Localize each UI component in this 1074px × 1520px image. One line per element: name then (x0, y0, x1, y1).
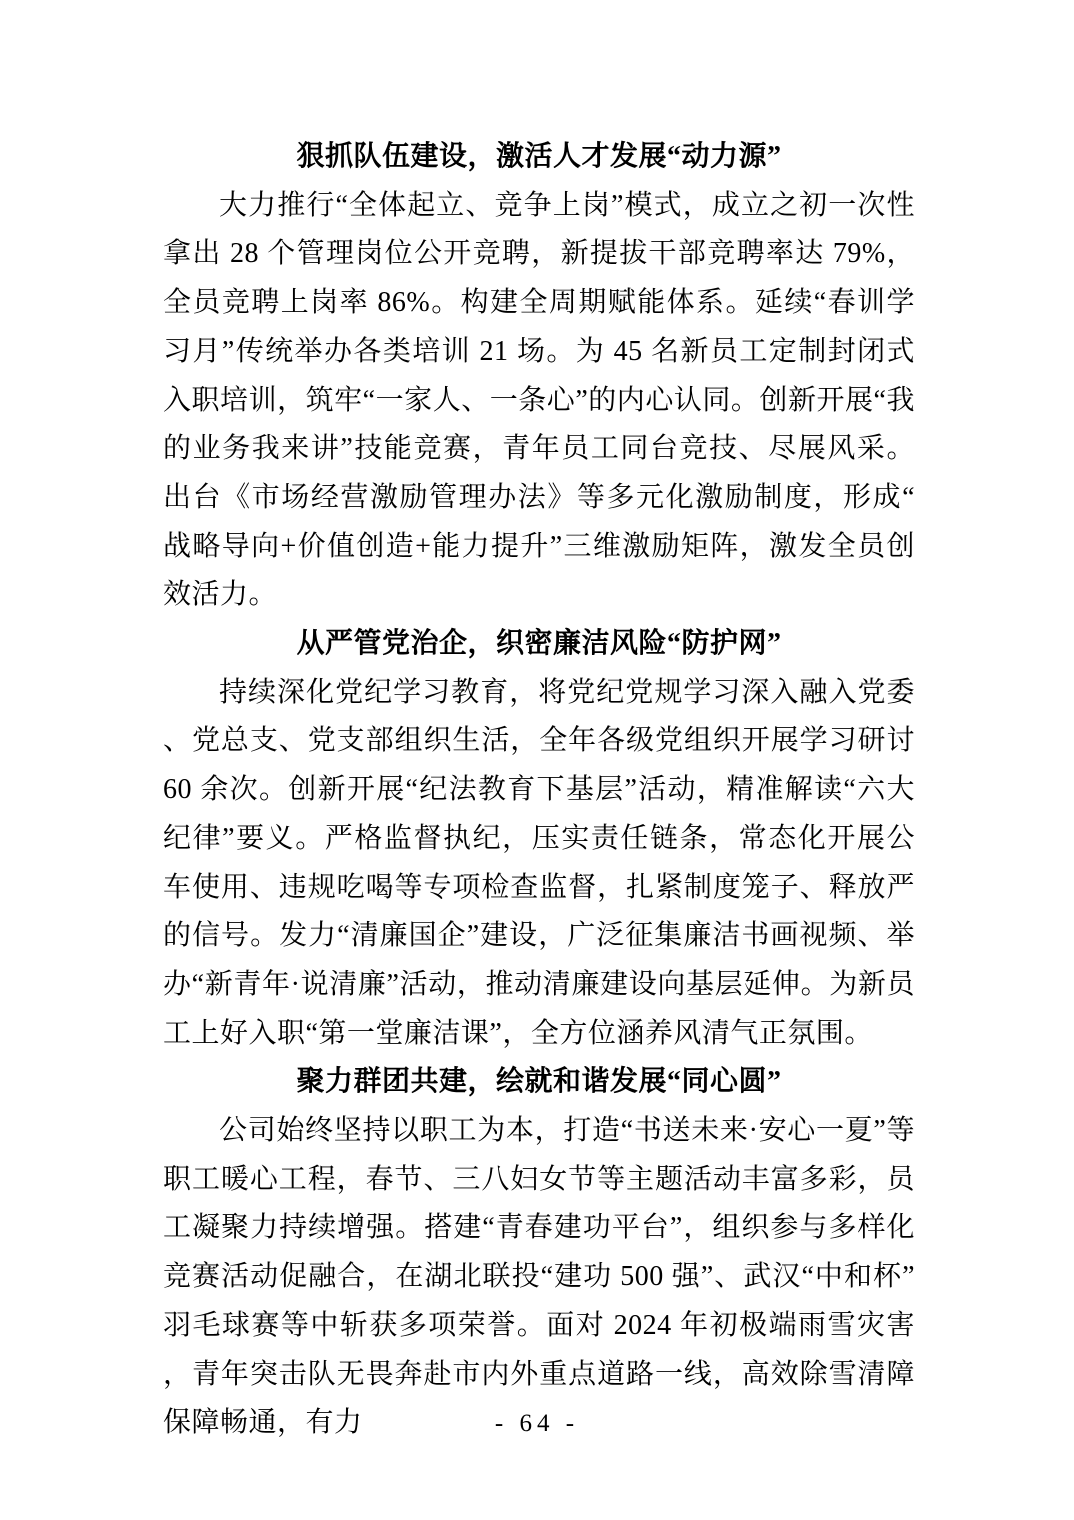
section-heading-team-building: 狠抓队伍建设，激活人才发展“动力源” (296, 141, 782, 172)
section-heading-mass-organizations: 聚力群团共建，绘就和谐发展“同心圆” (296, 1066, 782, 1098)
section-body-party-discipline: 持续深化党纪学习教育，将党纪党规学习深入融入党委、党总支、党支部组织生活，全年各级党组织开展学习研讨 60 余次。创新开展“纪法教育下基层”活动，精准解读“六大纪律”要义。严格监督执纪，压实责任链条，常态化开展公车使用、违规吃喝等专项检查监督，扎紧制度笼子、释放严的信号。发力“清廉国企”建设，广泛征集廉洁书画视频、举办“新青年·说清廉”活动，推动清廉建设向基层延伸。为新员工上好入职“第一堂廉洁课”，全方位涵养风清气正氛围。 (163, 676, 915, 1049)
page-number: - 64 - (494, 1410, 580, 1437)
section-body-team-building: 大力推行“全体起立、竞争上岗”模式，成立之初一次性拿出 28 个管理岗位公开竞聘，新提拔干部竞聘率达 79%，全员竞聘上岗率 86%。构建全周期赋能体系。延续“春训学习月”传统举办各类培训 21 场。为 45 名新员工定制封闭式入职培训，筑牢“一家人、一条心”的内心认同。创新开展“我的业务我来讲”技能竞赛，青年员工同台竞技、尽展风采。出台《市场经营激励管理办法》等多元化激励制度，形成“战略导向+价值创造+能力提升”三维激励矩阵，激发全员创效活力。 (163, 189, 915, 611)
section-body-mass-organizations: 公司始终坚持以职工为本，打造“书送未来·安心一夏”等职工暖心工程，春节、三八妇女节等主题活动丰富多彩，员工凝聚力持续增强。搭建“青春建功平台”，组织参与多样化竞赛活动促融合，在湖北联投“建功 500 强”、武汉“中和杯”羽毛球赛等中斩获多项荣誉。面对 2024 年初极端雨雪灾害，青年突击队无畏奔赴市内外重点道路一线，高效除雪清障保障畅通，有力 (163, 1115, 915, 1439)
section-heading-party-discipline: 从严管党治企，织密廉洁风险“防护网” (296, 628, 782, 660)
document-text-block (163, 133, 915, 1448)
